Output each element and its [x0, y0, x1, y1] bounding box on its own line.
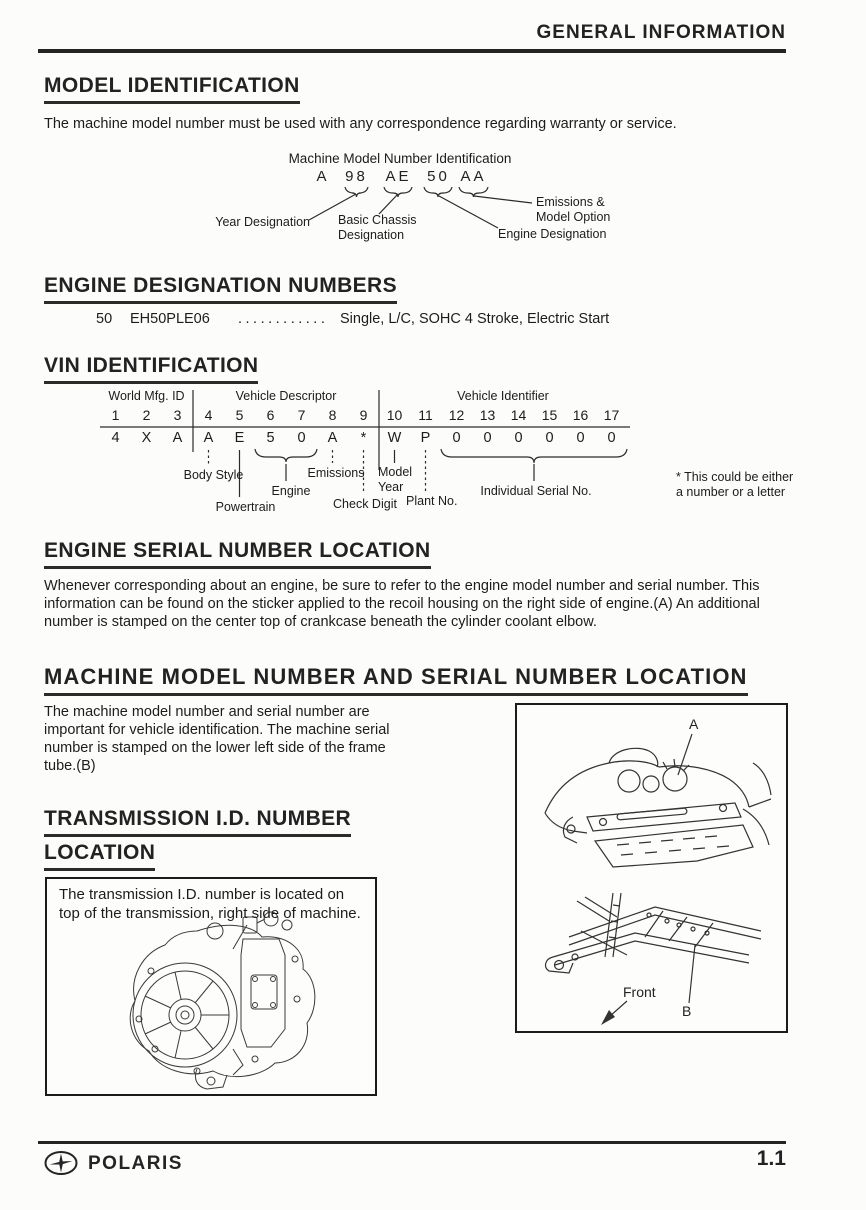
engine-designation-heading: ENGINE DESIGNATION NUMBERS: [44, 274, 397, 304]
leader-line: [474, 196, 532, 203]
vin-value: 0: [297, 430, 306, 446]
label-year-designation: Year Designation: [215, 215, 310, 229]
machine-serial-figure: [515, 703, 788, 1033]
engine-designation-model: EH50PLE06: [130, 311, 210, 327]
model-identification-intro: The machine model number must be used with any correspondence regarding warranty or service.: [44, 116, 677, 132]
model-number-diagram: [180, 146, 650, 264]
label-engine-designation: Engine Designation: [498, 227, 607, 241]
vin-section-world-mfg: World Mfg. ID: [108, 389, 185, 403]
vin-value: A: [203, 430, 214, 446]
engine-serial-heading: ENGINE SERIAL NUMBER LOCATION: [44, 539, 431, 569]
polaris-star-icon: [44, 1150, 80, 1177]
leader-line: [439, 196, 498, 228]
vin-label-serial-no: Individual Serial No.: [480, 484, 592, 498]
model-code-year: 98: [345, 168, 368, 185]
model-identification-heading: MODEL IDENTIFICATION: [44, 74, 300, 104]
vin-value: 5: [266, 430, 275, 446]
vin-position: 13: [479, 407, 496, 423]
transmission-heading-line1: TRANSMISSION I.D. NUMBER: [44, 807, 351, 837]
engine-designation-dots: ............: [238, 311, 329, 327]
vin-position: 7: [297, 407, 306, 423]
brand-name: POLARIS: [88, 1152, 183, 1174]
label-emissions-option: Emissions & Model Option: [536, 195, 611, 224]
vin-value: W: [387, 430, 402, 446]
vin-position: 14: [510, 407, 527, 423]
figure-label-b: B: [682, 1003, 692, 1019]
vin-value: *: [360, 430, 367, 446]
label-basic-chassis: Basic Chassis Designation: [338, 213, 417, 242]
vin-position: 16: [572, 407, 589, 423]
vin-note: [676, 470, 816, 500]
vin-section-descriptor: Vehicle Descriptor: [235, 389, 337, 403]
vin-position: 3: [173, 407, 182, 423]
model-code-engine: 50: [427, 168, 450, 185]
model-code-chassis: AE: [385, 168, 412, 185]
transmission-heading-line2: LOCATION: [44, 841, 155, 871]
vin-value: A: [172, 430, 183, 446]
vin-position: 5: [235, 407, 244, 423]
vin-value: 0: [545, 430, 554, 446]
page-header-band: [38, 22, 786, 53]
vin-position: 17: [603, 407, 620, 423]
engine-serial-body: Whenever corresponding about an engine, be sure to refer to the engine model number and serial number. This information can be found on the sticker applied to the recoil housing on the right side of engine.(A) An additional number is stamped on the center top of crankcase beneath the cylinder coolant elbow.: [44, 578, 760, 630]
underbrace: [255, 449, 317, 462]
underbrace: [459, 187, 488, 197]
underbrace: [345, 187, 368, 197]
page-header-title: GENERAL INFORMATION: [536, 22, 786, 43]
vin-note-line1: * This could be either: [676, 470, 794, 484]
vin-note-line2: a number or a letter: [676, 485, 786, 499]
machine-serial-heading: MACHINE MODEL NUMBER AND SERIAL NUMBER LOCATION: [44, 664, 748, 696]
vin-value: P: [420, 430, 431, 446]
vin-value: 0: [607, 430, 616, 446]
vin-position: 8: [328, 407, 337, 423]
footer-rule: [38, 1141, 786, 1144]
vin-position: 9: [359, 407, 368, 423]
vin-heading: VIN IDENTIFICATION: [44, 354, 258, 384]
model-code-emissions: AA: [460, 168, 487, 185]
figure-front-label: Front: [623, 984, 656, 1000]
vin-value: 0: [514, 430, 523, 446]
vin-position: 1: [111, 407, 120, 423]
vin-label-plant-no: Plant No.: [406, 494, 458, 508]
model-diagram-title: Machine Model Number Identification: [288, 151, 512, 166]
underbrace: [384, 187, 412, 197]
vin-section-identifier: Vehicle Identifier: [457, 389, 549, 403]
vin-label-check-digit: Check Digit: [333, 497, 397, 511]
vin-position: 12: [448, 407, 465, 423]
transmission-box-text: The transmission I.D. number is located on top of the transmission, right side of machine.: [59, 886, 361, 922]
transmission-figure: [45, 877, 377, 1096]
vin-label-engine: Engine: [271, 484, 311, 498]
machine-rear-illustration: [545, 734, 771, 867]
front-arrow-icon: [601, 1001, 627, 1025]
vin-label-emissions: Emissions: [307, 466, 365, 480]
page-number: 1.1: [756, 1147, 786, 1170]
model-code-prefix: A: [316, 168, 330, 185]
underbrace: [424, 187, 452, 197]
vin-value: 0: [452, 430, 461, 446]
vin-value: 0: [483, 430, 492, 446]
vin-label-model-year: Model Year: [378, 465, 413, 494]
vin-label-powertrain: Powertrain: [215, 500, 276, 514]
vin-position: 4: [204, 407, 213, 423]
leader-line: [379, 194, 398, 214]
vin-position: 2: [142, 407, 151, 423]
vin-position: 6: [266, 407, 275, 423]
vin-value: X: [141, 430, 152, 446]
vin-position: 15: [541, 407, 558, 423]
vin-value: 0: [576, 430, 585, 446]
figure-label-a: A: [689, 716, 699, 732]
vin-label-body-style: Body Style: [183, 468, 244, 482]
vin-value: E: [234, 430, 245, 446]
vin-position: 11: [418, 407, 433, 423]
machine-serial-figure-art: [517, 705, 786, 1031]
machine-serial-body: The machine model number and serial number are important for vehicle identification. The machine serial number is stamped on the lower left side of the frame tube.(B): [44, 704, 390, 774]
vin-value: 4: [111, 430, 120, 446]
engine-designation-description: Single, L/C, SOHC 4 Stroke, Electric Start: [340, 311, 610, 327]
vin-position: 10: [386, 407, 403, 423]
engine-designation-code: 50: [96, 311, 113, 327]
underbrace: [441, 449, 627, 463]
brand-logo: [44, 1150, 183, 1177]
vin-value: A: [327, 430, 338, 446]
